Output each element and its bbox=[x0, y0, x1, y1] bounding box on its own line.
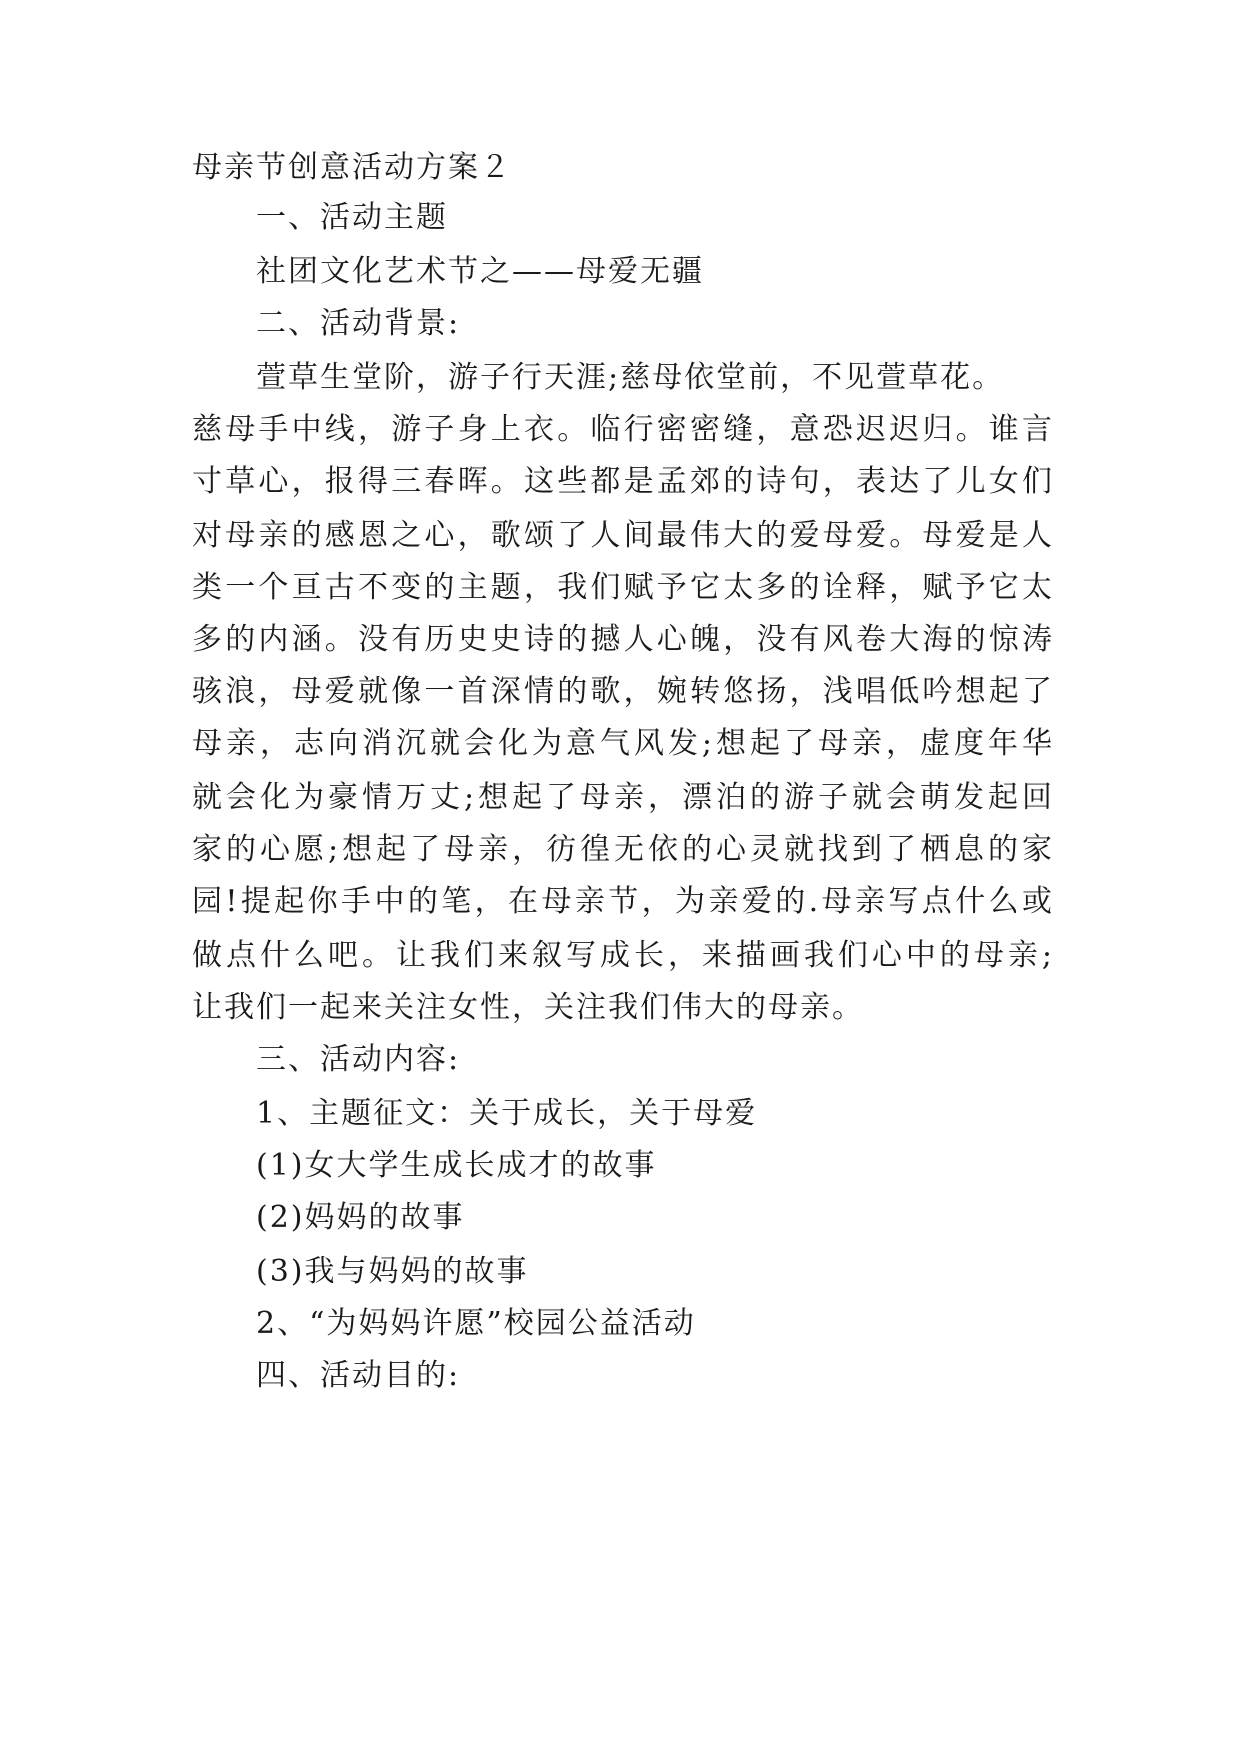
paragraph-line: 类一个亘古不变的主题，我们赋予它太多的诠释，赋予它太 bbox=[192, 570, 1054, 605]
list-item: 2、“为妈妈许愿”校园公益活动 bbox=[256, 1306, 696, 1341]
paragraph-line: 慈母手中线，游子身上衣。临行密密缝，意恐迟迟归。谁言 bbox=[192, 412, 1054, 447]
paragraph-line: 对母亲的感恩之心，歌颂了人间最伟大的爱母爱。母爱是人 bbox=[192, 518, 1054, 553]
list-item: 1、主题征文：关于成长，关于母爱 bbox=[256, 1096, 758, 1131]
paragraph-line: 社团文化艺术节之——母爱无疆 bbox=[256, 254, 704, 289]
paragraph-line: 让我们一起来关注女性，关注我们伟大的母亲。 bbox=[192, 990, 864, 1025]
paragraph-line: 做点什么吧。让我们来叙写成长，来描画我们心中的母亲; bbox=[192, 938, 1054, 973]
paragraph-line: 骇浪，母爱就像一首深情的歌，婉转悠扬，浅唱低吟想起了 bbox=[192, 674, 1054, 709]
section-heading: 二、活动背景: bbox=[256, 306, 461, 341]
section-heading: 三、活动内容: bbox=[256, 1042, 461, 1077]
paragraph-line: 母亲，志向消沉就会化为意气风发;想起了母亲，虚度年华 bbox=[192, 726, 1054, 761]
paragraph-line: 园!提起你手中的笔，在母亲节，为亲爱的.母亲写点什么或 bbox=[192, 884, 1054, 919]
list-item: (1)女大学生成长成才的故事 bbox=[256, 1148, 657, 1183]
paragraph-line: 就会化为豪情万丈;想起了母亲，漂泊的游子就会萌发起回 bbox=[192, 780, 1054, 815]
document-title: 母亲节创意活动方案２ bbox=[192, 150, 512, 185]
list-item: (2)妈妈的故事 bbox=[256, 1200, 465, 1235]
section-heading: 一、活动主题 bbox=[256, 200, 448, 235]
paragraph-line: 多的内涵。没有历史史诗的撼人心魄，没有风卷大海的惊涛 bbox=[192, 622, 1054, 657]
section-heading: 四、活动目的: bbox=[256, 1358, 461, 1393]
paragraph-line: 萱草生堂阶，游子行天涯;慈母依堂前，不见萱草花。 bbox=[256, 360, 1005, 395]
paragraph-line: 家的心愿;想起了母亲，彷徨无依的心灵就找到了栖息的家 bbox=[192, 832, 1054, 867]
list-item: (3)我与妈妈的故事 bbox=[256, 1254, 529, 1289]
paragraph-line: 寸草心，报得三春晖。这些都是孟郊的诗句，表达了儿女们 bbox=[192, 464, 1054, 499]
